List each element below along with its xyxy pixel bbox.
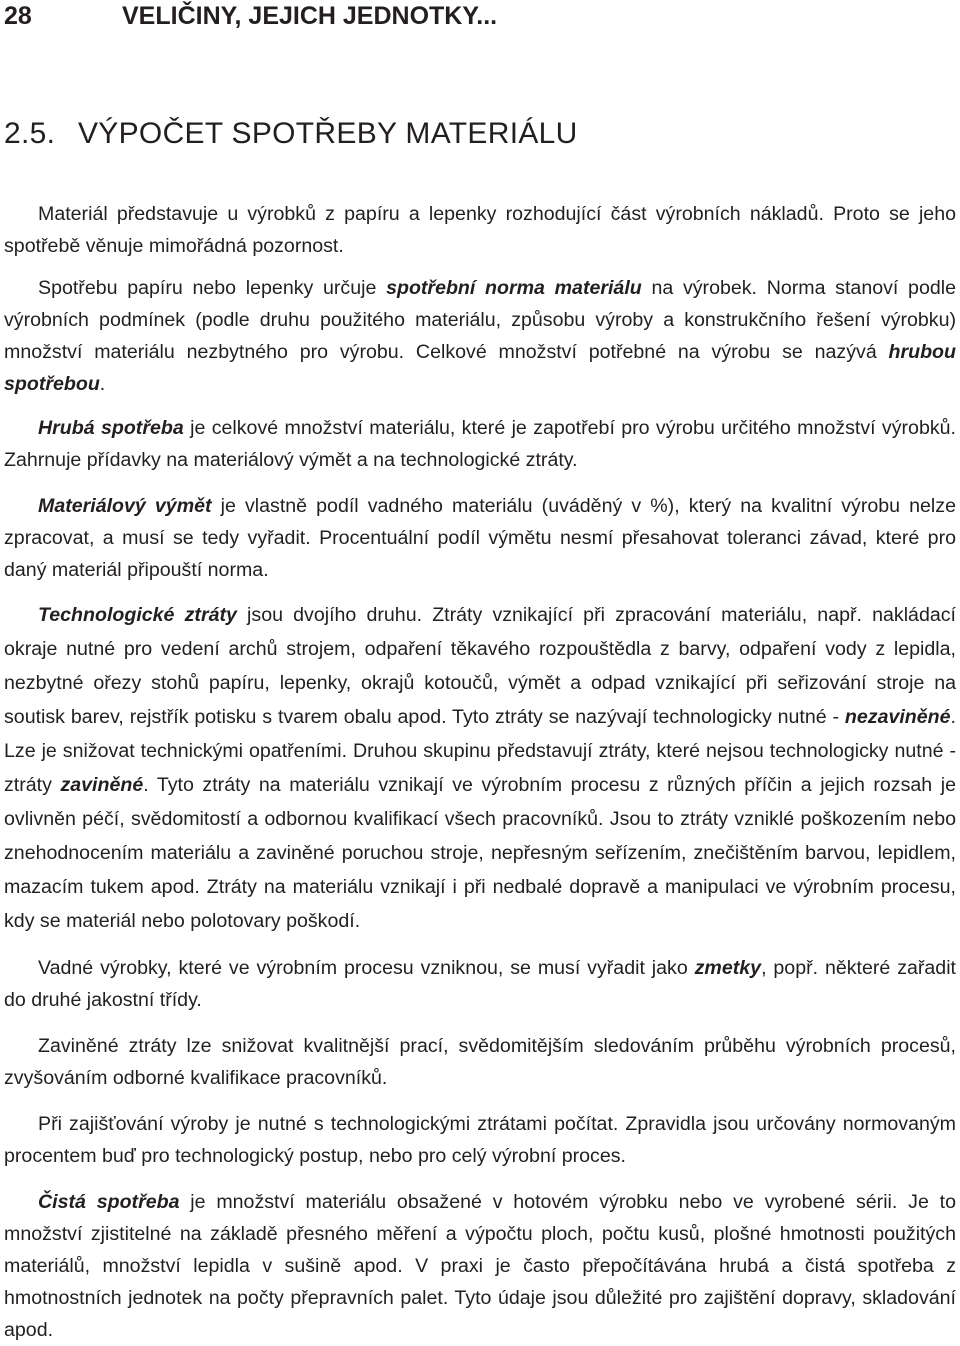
term-cista-spotreba: Čistá spotřeba xyxy=(38,1191,180,1213)
section-title: VÝPOČET SPOTŘEBY MATERIÁLU xyxy=(78,117,578,150)
body-text xyxy=(4,198,956,1346)
paragraph xyxy=(4,198,956,262)
text-run: Při zajišťování výroby je nutné s technologickými ztrátami počítat. Zpravidla jsou určovány normovaným procentem buď pro technologický postup, nebo pro celý výrobní proces. xyxy=(4,1113,956,1167)
text-run: Vadné výrobky, které ve výrobním procesu vzniknou, se musí vyřadit jako xyxy=(38,957,695,979)
text-run: . xyxy=(99,373,106,395)
running-title: VELIČINY, JEJICH JEDNOTKY... xyxy=(122,2,498,30)
text-run: je množství materiálu obsažené v hotovém výrobku nebo ve vyrobené sérii. Je to množství zjistitelné na základě přesného měření a výpočtu ploch, počtu kusů, plošné hmotnosti použitých materiálů, množství lepidla v sušině apod. V praxi je často přepočítávána hrubá a čistá spotřeba z hmotnostních jednotek na počty přepravních palet. Tyto údaje jsou důležité pro zajištění dopravy, skladování apod. xyxy=(4,1191,956,1341)
paragraph xyxy=(4,1186,956,1346)
text-run: Materiál představuje u výrobků z papíru a lepenky rozhodující část výrobních nákladů. Proto se jeho spotřebě věnuje mimořádná pozornost. xyxy=(4,203,956,257)
term-hruba-spotreba: hrubou spotřebou xyxy=(4,341,956,395)
paragraph xyxy=(4,1030,956,1094)
text-run: je vlastně podíl vadného materiálu (uváděný v %), který na kvalitní výrobu nelze zpracovat, a musí se tedy vyřadit. Procentuální podíl výmětu nesmí přesahovat toleranci závad, které pro daný materiál připouští norma. xyxy=(4,495,956,581)
running-header xyxy=(4,0,954,34)
term-nezavinene: nezaviněné xyxy=(844,706,951,728)
term-spotrebni-norma: spotřební norma materiálu xyxy=(386,277,642,299)
paragraph xyxy=(4,272,956,400)
text-run: . Lze je snižovat technickými opatřeními. Druhou skupinu představují ztráty, které nejsou technologicky nutné - ztráty xyxy=(4,706,956,796)
text-run: , popř. některé zařadit do druhé jakostní třídy. xyxy=(4,957,957,1011)
text-run: . Tyto ztráty na materiálu vznikají ve výrobním procesu z různých příčin a jejich rozsah je ovlivněn péčí, svědomitostí a odbornou kvalifikací všech pracovníků. Jsou to ztráty vzniklé poškozením nebo znehodnocením materiálu a zaviněné poruchou stroje, nepřesným seřízením, znečištěním barvou, lepidlem, mazacím tukem apod. Ztráty na materiálu vznikají i při nedbalé dopravě a manipulaci ve výrobním procesu, kdy se materiál nebo polotovary poškodí. xyxy=(4,774,956,932)
term-technologicke-ztraty: Technologické ztráty xyxy=(38,604,237,626)
text-run: na výrobek. Norma stanoví podle výrobních podmínek (podle druhu použitého materiálu, způsobu výroby a konstrukčního řešení výrobku) množství materiálu nezbytného pro výrobu. Celkové množství potřebné na výrobu se nazývá xyxy=(4,277,957,363)
page-number: 28 xyxy=(4,2,32,30)
section-heading xyxy=(4,114,578,154)
term-materialovy-vymet: Materiálový výmět xyxy=(38,495,212,517)
section-number: 2.5. xyxy=(4,117,56,150)
paragraph xyxy=(4,490,956,586)
paragraph xyxy=(4,412,956,476)
text-run: jsou dvojího druhu. Ztráty vznikající při zpracování materiálu, např. nakládací okraje nutné pro vedení archů strojem, odpaření těkavého rozpouštědla z barvy, odpaření vody z lepidla, nezbytné ořezy stohů papíru, lepenky, okrajů kotoučů, výmět a odpad vznikající při seřizování stroje na soutisk barev, rejstřík potisku s tvarem obalu apod. Tyto ztráty se nazývají technologicky nutné - xyxy=(4,604,956,728)
paragraph xyxy=(4,952,956,1016)
text-run: Zaviněné ztráty lze snižovat kvalitnější prací, svědomitějším sledováním průběhu výrobních procesů, zvyšováním odborné kvalifikace pracovníků. xyxy=(4,1035,956,1089)
paragraph xyxy=(4,1108,956,1172)
term-zmetky: zmetky xyxy=(694,957,762,979)
text-run: Spotřebu papíru nebo lepenky určuje xyxy=(38,277,387,299)
text-run: je celkové množství materiálu, které je zapotřebí pro výrobu určitého množství výrobků. Zahrnuje přídavky na materiálový výmět a na technologické ztráty. xyxy=(4,417,956,471)
term-hruba-spotreba: Hrubá spotřeba xyxy=(38,417,184,439)
term-zavinene: zaviněné xyxy=(60,774,144,796)
paragraph xyxy=(4,598,956,938)
